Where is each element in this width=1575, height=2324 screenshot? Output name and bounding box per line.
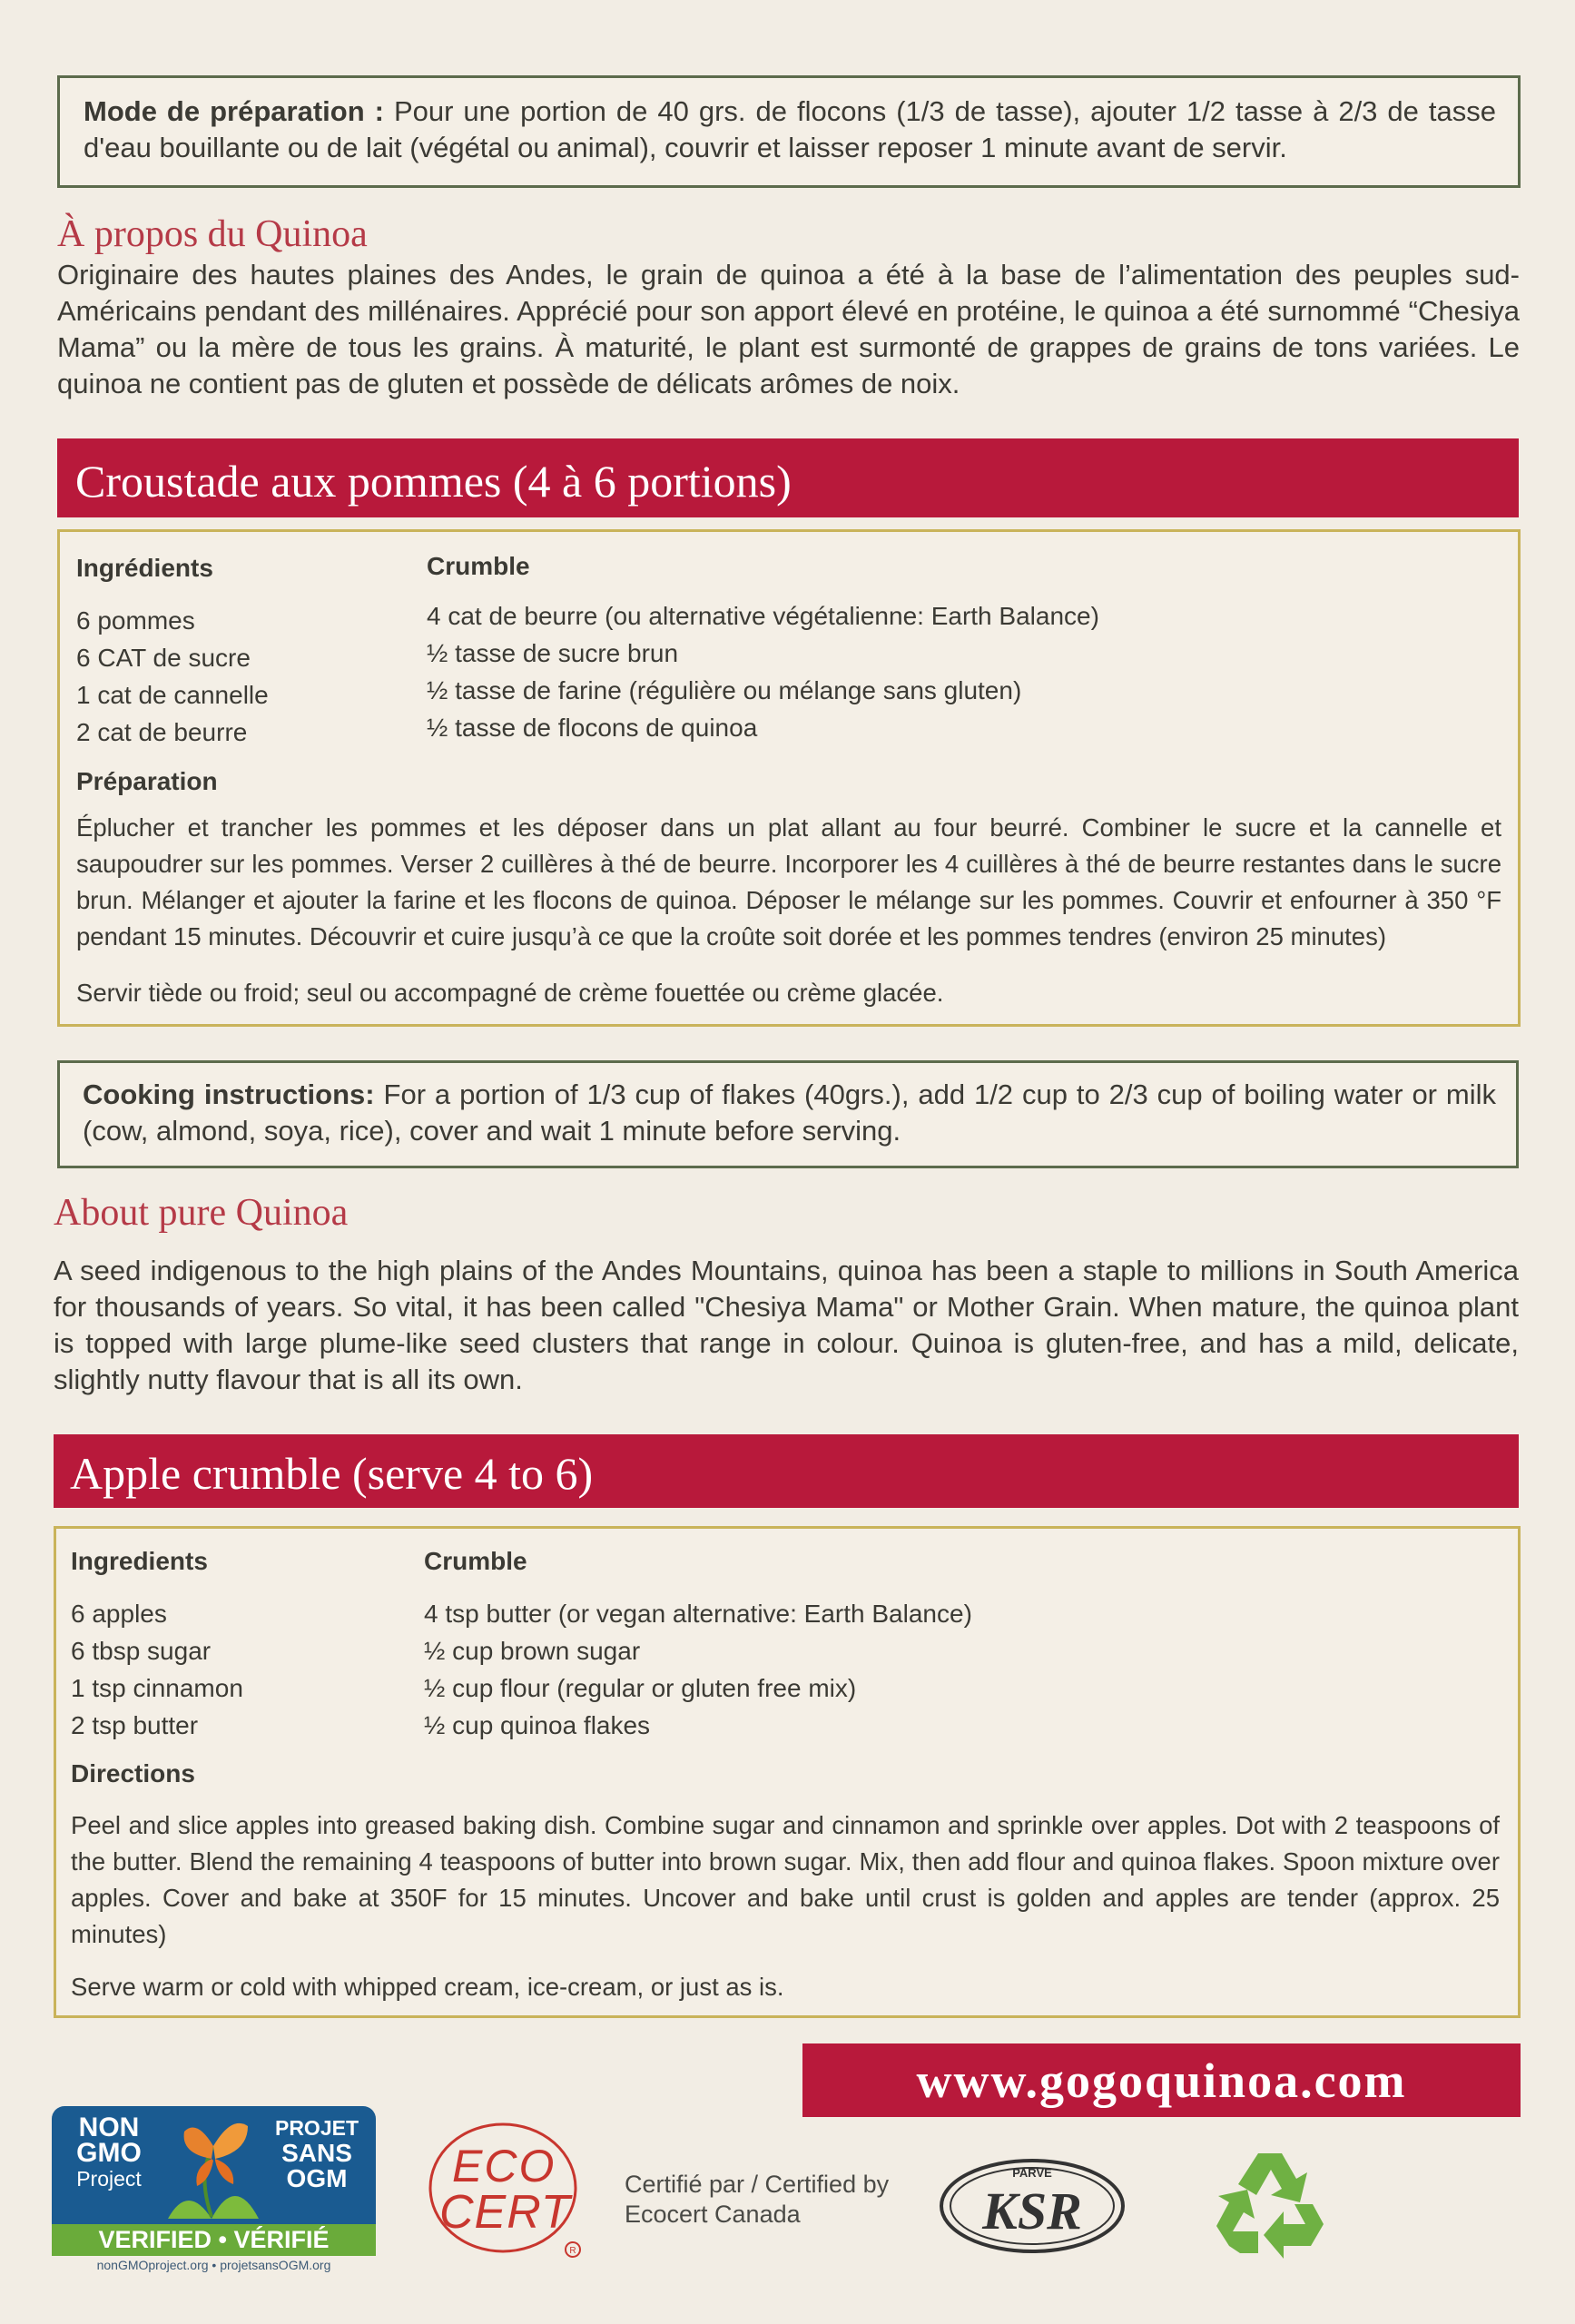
en-about-title: About pure Quinoa: [54, 1192, 349, 1234]
en-ingredients-list: [71, 1595, 243, 1744]
website-link[interactable]: [802, 2043, 1521, 2117]
list-item: 2 cat de beurre: [76, 718, 248, 746]
nongmo-left-text: NON GMO Project: [76, 2112, 142, 2191]
list-item: ½ tasse de farine (régulière ou mélange sans gluten): [427, 676, 1022, 704]
en-crumble-list: [424, 1595, 972, 1744]
ksr-main-text: KSR: [982, 2181, 1082, 2240]
en-directions-text: Peel and slice apples into greased baking dish. Combine sugar and cinnamon and sprinkle over apples. Dot with 2 teaspoons of the butter. Blend the remaining 4 teaspoons of butter into brown sugar. Mix, then add flour and quinoa flakes. Spoon mixture over apples. Cover and bake at 350F for 15 minutes. Uncover and bake until crust is golden and apples are tender (approx. 25 minutes): [71, 1811, 1500, 1948]
website-url: www.gogoquinoa.com: [916, 2053, 1407, 2108]
en-prep-box: [57, 1060, 1519, 1168]
fr-crumble-label: Crumble: [427, 552, 530, 580]
recycle-icon: [1213, 2146, 1327, 2259]
en-directions-label: Directions: [71, 1759, 195, 1787]
list-item: 4 tsp butter (or vegan alternative: Earth Balance): [424, 1600, 972, 1628]
en-recipe-title: Apple crumble (serve 4 to 6): [70, 1448, 594, 1499]
fr-directions-label: Préparation: [76, 767, 218, 795]
en-ingredients-label: Ingredients: [71, 1547, 208, 1575]
certified-line2: Ecocert Canada: [625, 2201, 801, 2228]
en-prep-body: For a portion of 1/3 cup of flakes (40grs.), add 1/2 cup to 2/3 cup of boiling water or milk (cow, almond, soya, rice), cover and wait 1 minute before serving.: [83, 1078, 1497, 1147]
fr-directions-text: Éplucher et trancher les pommes et les déposer dans un plat allant au four beurré. Combiner le sucre et la cannelle et saupoudrer sur les pommes. Verser 2 cuillères à thé de beurre. Incorporer les 4 cuillères à thé de beurre restantes dans le sucre brun. Mélanger et ajouter la farine et les flocons de quinoa. Déposer le mélange sur les pommes. Couvrir et enfourner à 350 °F pendant 15 minutes. Découvrir et cuire jusqu’à ce que la croûte soit dorée et les pommes tendres (environ 25 minutes): [76, 813, 1501, 950]
en-crumble-label: Crumble: [424, 1547, 527, 1575]
fr-prep-body: Pour une portion de 40 grs. de flocons (1/3 de tasse), ajouter 1/2 tasse à 2/3 de tasse d'eau bouillante ou de lait (végétal ou animal), couvrir et laisser reposer 1 minute avant de servir.: [84, 95, 1496, 163]
fr-about-text: Originaire des hautes plaines des Andes, le grain de quinoa a été à la base de l’alimentation des peuples sud-Américains pendant des millénaires. Apprécié pour son apport élevé en protéine, le quinoa a été surnommé “Chesiya Mama” ou la mère de tous les grains. À maturité, le plant est surmonté de grappes de grains de tons variées. Le quinoa ne contient pas de gluten et possède de délicats arômes de noix.: [57, 259, 1520, 399]
fr-crumble-list: [427, 597, 1099, 746]
list-item: 6 tbsp sugar: [71, 1637, 212, 1665]
list-item: ½ tasse de flocons de quinoa: [427, 714, 758, 742]
list-item: 6 pommes: [76, 606, 195, 635]
list-item: ½ cup flour (regular or gluten free mix): [424, 1674, 857, 1702]
nongmo-url: nonGMOproject.org • projetsansOGM.org: [96, 2258, 331, 2272]
nongmo-right-text: PROJET SANS OGM: [274, 2116, 359, 2192]
en-recipe-box: [54, 1526, 1521, 2018]
fr-recipe-title-bar: [57, 438, 1519, 517]
ecocert-logo: [425, 2120, 586, 2260]
ecocert-bottom-text: CERT: [439, 2186, 571, 2239]
fr-prep-box: [57, 75, 1521, 188]
list-item: 4 cat de beurre (ou alternative végétalienne: Earth Balance): [427, 602, 1099, 630]
fr-recipe-box: [57, 529, 1521, 1027]
en-prep-label: Cooking instructions:: [83, 1078, 375, 1110]
certified-line1: Certifié par / Certified by: [625, 2171, 890, 2198]
list-item: ½ cup brown sugar: [424, 1637, 641, 1665]
list-item: 2 tsp butter: [71, 1711, 199, 1739]
nongmo-verified-text: VERIFIED • VÉRIFIÉ: [98, 2226, 330, 2253]
en-prep-text: [83, 1077, 1496, 1149]
svg-text:R: R: [569, 2246, 576, 2256]
non-gmo-logo: [52, 2106, 376, 2256]
fr-prep-text: [84, 94, 1496, 166]
fr-recipe-title: Croustade aux pommes (4 à 6 portions): [75, 456, 792, 507]
nongmo-verified-bar: [52, 2224, 376, 2256]
list-item: 1 cat de cannelle: [76, 681, 269, 709]
list-item: 6 apples: [71, 1600, 167, 1628]
butterfly-icon: [161, 2110, 262, 2224]
list-item: ½ tasse de sucre brun: [427, 639, 679, 667]
list-item: ½ cup quinoa flakes: [424, 1711, 651, 1739]
certified-by-text: [625, 2170, 889, 2230]
fr-ingredients-list: [76, 602, 269, 751]
ksr-kosher-logo: [938, 2157, 1127, 2255]
fr-ingredients-label: Ingrédients: [76, 554, 213, 582]
ksr-top-text: PARVE: [1012, 2166, 1052, 2180]
en-recipe-title-bar: [54, 1434, 1519, 1508]
en-serve-text: Serve warm or cold with whipped cream, ice-cream, or just as is.: [71, 1973, 784, 2001]
fr-about-title: À propos du Quinoa: [57, 213, 368, 255]
en-about-text: A seed indigenous to the high plains of the Andes Mountains, quinoa has been a staple to millions in South America for thousands of years. So vital, it has been called "Chesiya Mama" or Mother Grain. When mature, the quinoa plant is topped with large plume-like seed clusters that range in colour. Quinoa is gluten-free, and has a mild, delicate, slightly nutty flavour that is all its own.: [54, 1255, 1519, 1395]
ecocert-top-text: ECO: [452, 2141, 556, 2191]
fr-prep-label: Mode de préparation :: [84, 95, 384, 127]
fr-serve-text: Servir tiède ou froid; seul ou accompagné de crème fouettée ou crème glacée.: [76, 979, 944, 1007]
list-item: 6 CAT de sucre: [76, 644, 251, 672]
list-item: 1 tsp cinnamon: [71, 1674, 243, 1702]
